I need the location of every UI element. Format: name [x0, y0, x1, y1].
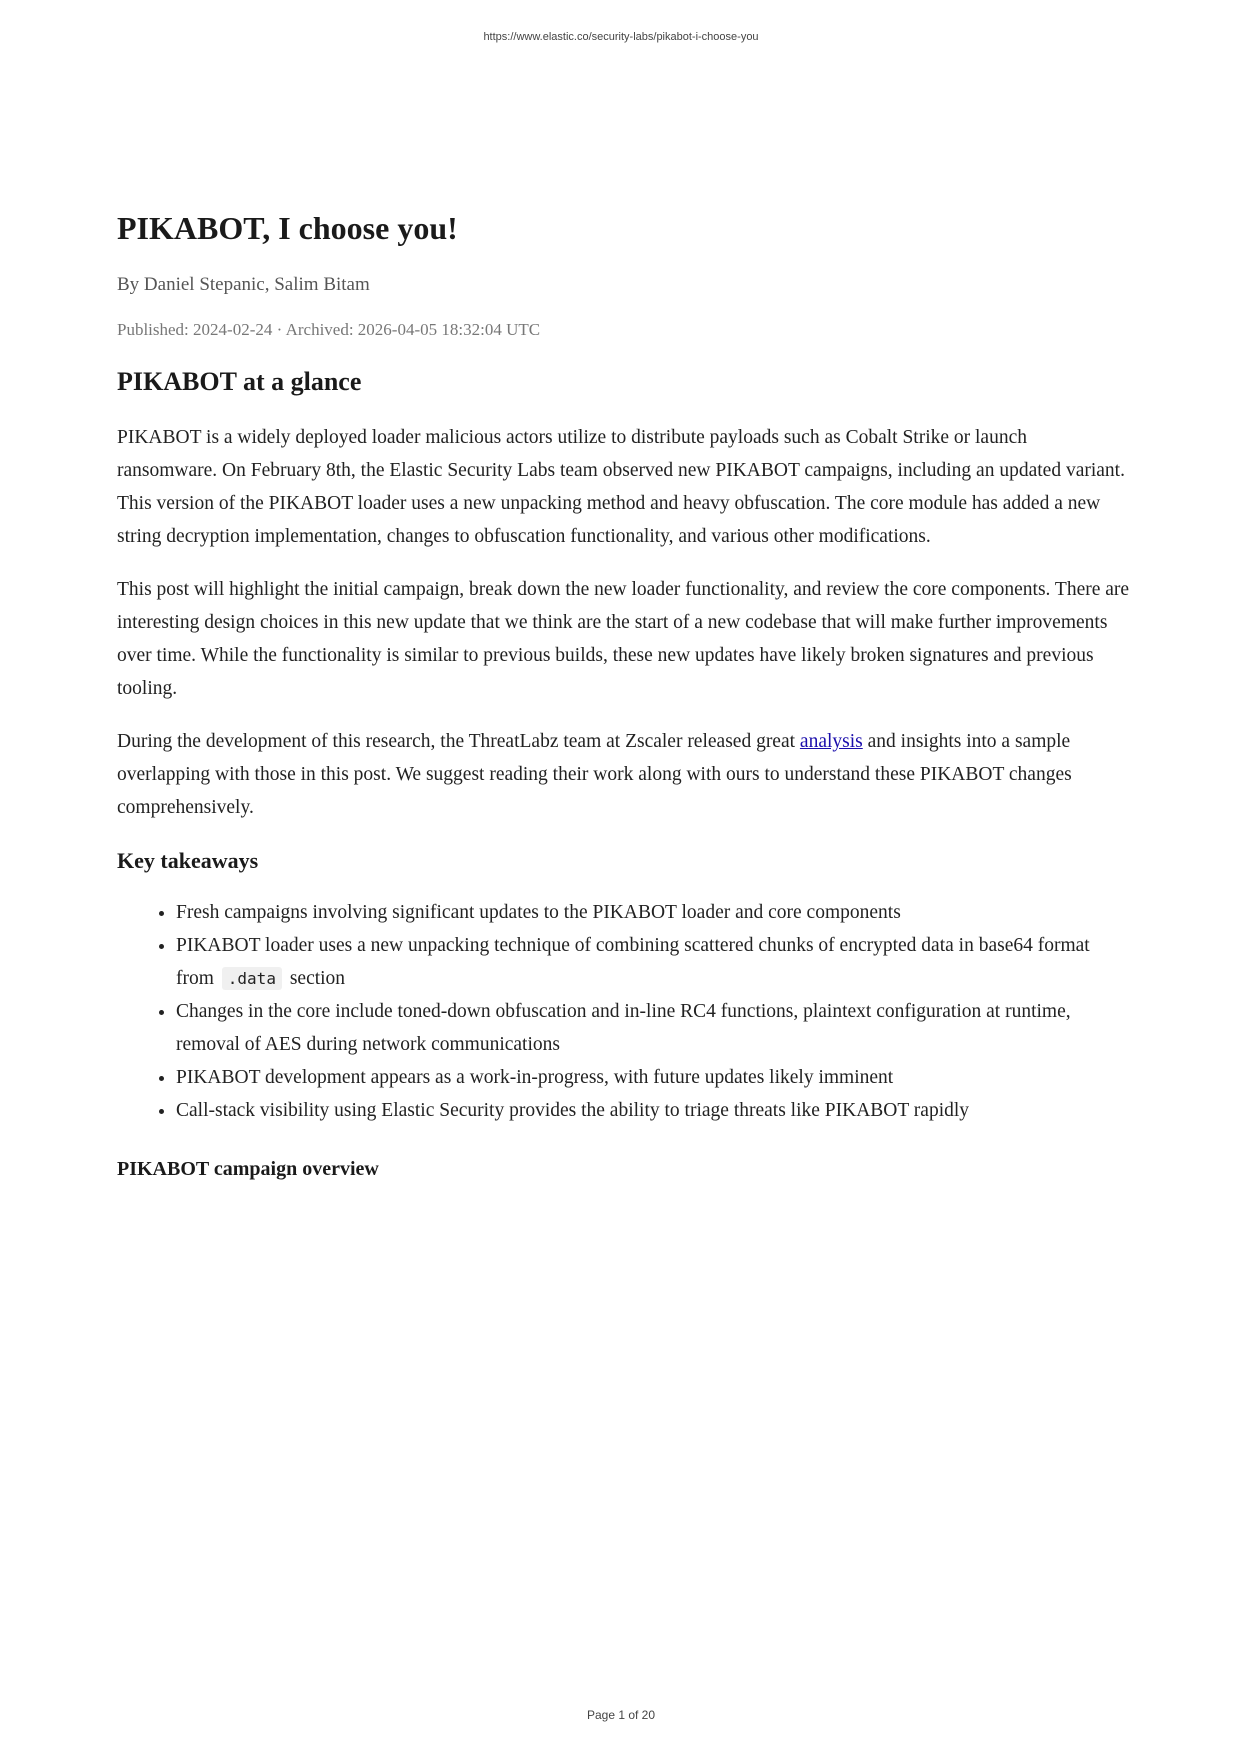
article-byline: By Daniel Stepanic, Salim Bitam — [117, 274, 370, 295]
paragraph-1: PIKABOT is a widely deployed loader malicious actors utilize to distribute payloads such as Cobalt Strike or launch ransomware. On February 8th, the Elastic Security Labs team observed new PIKABOT campaigns, including an updated variant. This version of the PIKABOT loader uses a new unpacking method and heavy obfuscation. The core module has added a new string decryption implementation, changes to obfuscation functionality, and various other modifications. — [117, 427, 1125, 547]
article-meta: Published: 2024-02-24 · Archived: 2026-04-05 18:32:04 UTC — [117, 320, 541, 339]
page-number: Page 1 of 20 — [586, 1708, 656, 1722]
takeaway-item — [176, 929, 1130, 995]
page-url: https://www.elastic.co/security-labs/pikabot-i-choose-you — [483, 31, 759, 43]
takeaway-item: • Call-stack visibility using Elastic Security provides the ability to triage threats like PIKABOT rapidly — [176, 1094, 1130, 1127]
takeaway-item: • PIKABOT development appears as a work-in-progress, with future updates likely imminent — [176, 1061, 1130, 1094]
article-title: PIKABOT, I choose you! — [117, 210, 458, 246]
takeaway-item: • Fresh campaigns involving significant updates to the PIKABOT loader and core components — [176, 896, 1130, 929]
takeaway-text-after: section — [284, 968, 346, 989]
paragraph-3-text-after: and insights into a sample overlapping with those in this post. We suggest reading their work along with ours to understand these PIKABOT changes comprehensively. — [117, 731, 1072, 818]
paragraph-3 — [117, 725, 1130, 824]
paragraph-2: This post will highlight the initial campaign, break down the new loader functionality, and review the core components. There are interesting design choices in this new update that we think are the start of a new codebase that will make further improvements over time. While the functionality is similar to previous builds, these new updates have likely broken signatures and previous tooling. — [117, 579, 1130, 699]
takeaways-list — [117, 896, 1130, 1127]
campaign-heading: PIKABOT campaign overview — [117, 1158, 379, 1180]
takeaway-item: • Changes in the core include toned-down obfuscation and in-line RC4 functions, plaintext configuration at runtime, removal of AES during network communications — [176, 995, 1130, 1061]
analysis-link[interactable]: analysis — [799, 731, 863, 752]
article — [117, 208, 1130, 1183]
code-data-section: .data — [222, 967, 282, 990]
paragraph-3-text-before: During the development of this research, the ThreatLabz team at Zscaler released great — [117, 731, 800, 752]
takeaways-heading: Key takeaways — [117, 848, 259, 873]
takeaway-text-before: PIKABOT loader uses a new unpacking technique of combining scattered chunks of encrypted data in base64 format from — [176, 935, 1090, 989]
section-heading: PIKABOT at a glance — [117, 367, 362, 396]
